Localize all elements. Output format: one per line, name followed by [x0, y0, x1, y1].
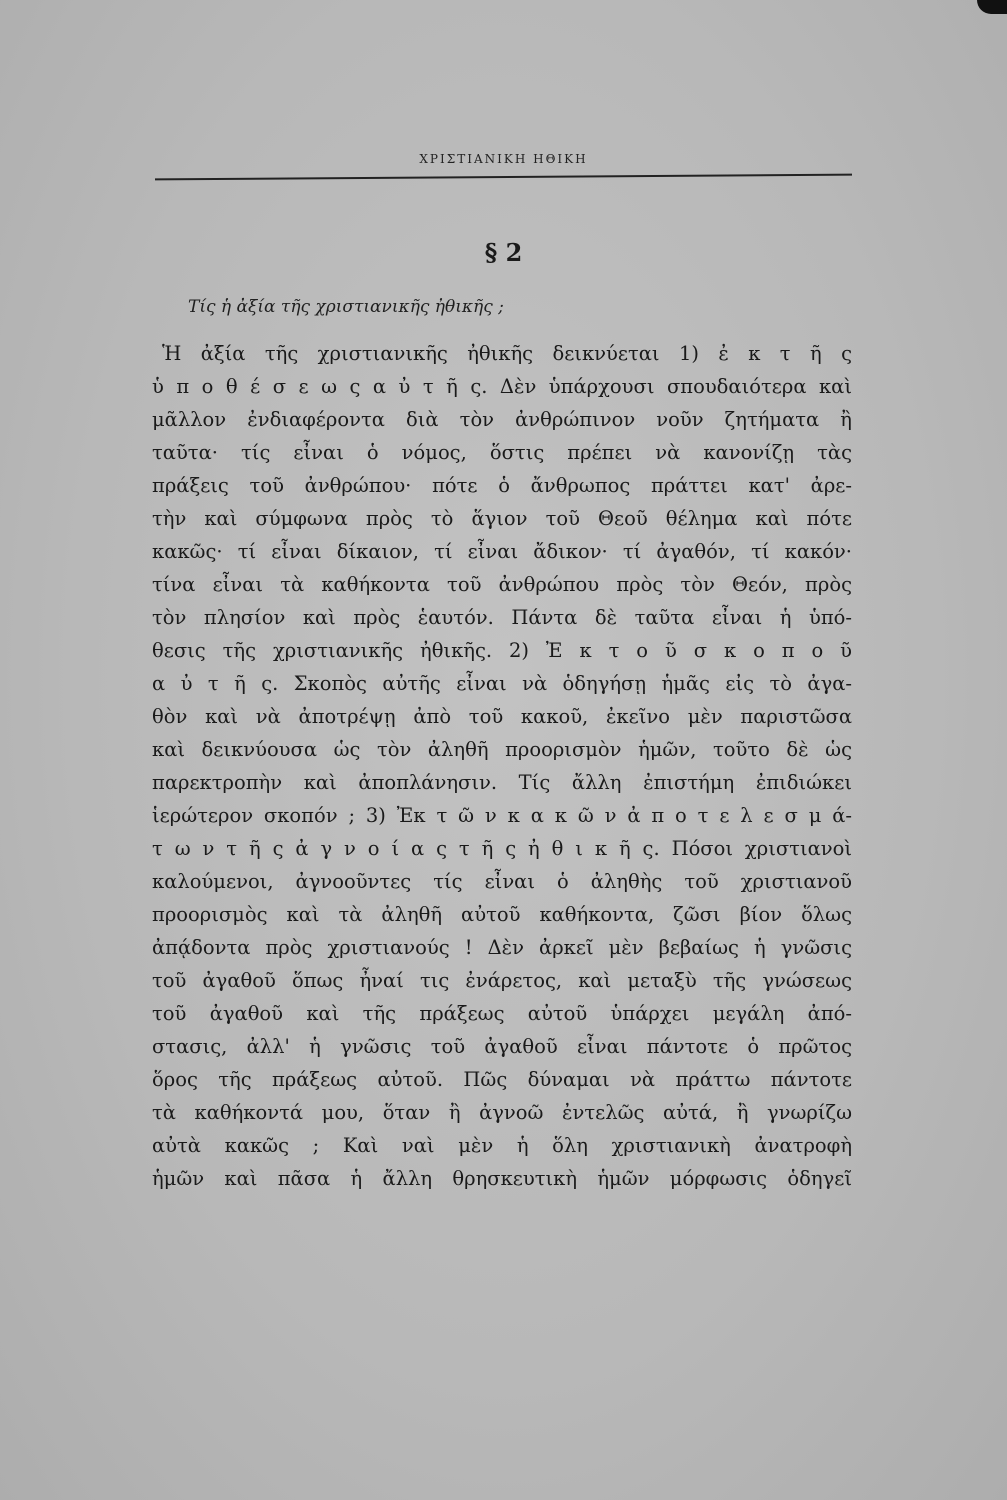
text-line: ὑ π ο θ έ σ ε ω ς α ὐ τ ῆ ς. Δὲν ὑπάρχουσι σπουδαιότερα καὶ	[152, 375, 852, 398]
text-line: ἡμῶν καὶ πᾶσα ἡ ἄλλη θρησκευτικὴ ἡμῶν μόρφωσις ὁδηγεῖ	[152, 1167, 852, 1190]
text-line: καὶ δεικνύουσα ὡς τὸν ἀληθῆ προορισμὸν ἡμῶν, τοῦτο δὲ ὡς	[152, 738, 852, 761]
body-text	[152, 337, 852, 1195]
text-line: κακῶς· τί εἶναι δίκαιον, τί εἶναι ἄδικον· τί ἀγαθόν, τί κακόν·	[152, 540, 852, 563]
corner-ink-mark	[977, 0, 1007, 14]
header-rule	[155, 174, 852, 181]
text-line: τὴν καὶ σύμφωνα πρὸς τὸ ἅγιον τοῦ Θεοῦ θέλημα καὶ πότε	[152, 507, 852, 530]
text-line: μᾶλλον ἐνδιαφέροντα διὰ τὸν ἀνθρώπινον νοῦν ζητήματα ἢ	[152, 408, 852, 431]
text-line: τ ω ν τ ῆ ς ἀ γ ν ο ί α ς τ ῆ ς ἠ θ ι κ ῆ ς. Πόσοι χριστιανοὶ	[152, 837, 852, 860]
text-line: θὸν καὶ νὰ ἀποτρέψῃ ἀπὸ τοῦ κακοῦ, ἐκεῖνο μὲν παριστῶσα	[152, 705, 852, 728]
text-line: στασις, ἀλλ' ἡ γνῶσις τοῦ ἀγαθοῦ εἶναι πάντοτε ὁ πρῶτος	[152, 1035, 852, 1058]
text-line: ταῦτα· τίς εἶναι ὁ νόμος, ὅστις πρέπει νὰ κανονίζῃ τὰς	[152, 441, 852, 464]
text-line: Ἡ ἀξία τῆς χριστιανικῆς ἠθικῆς δεικνύεται 1) ἐ κ τ ῆ ς	[162, 342, 852, 365]
text-line: τίνα εἶναι τὰ καθήκοντα τοῦ ἀνθρώπου πρὸς τὸν Θεόν, πρὸς	[152, 573, 852, 596]
text-line: πράξεις τοῦ ἀνθρώπου· πότε ὁ ἄνθρωπος πράττει κατ' ἀρε-	[152, 474, 852, 497]
text-line: ἀπᾴδοντα πρὸς χριστιανούς ! Δὲν ἀρκεῖ μὲν βεβαίως ἡ γνῶσις	[152, 936, 852, 959]
text-line: τοῦ ἀγαθοῦ καὶ τῆς πράξεως αὐτοῦ ὑπάρχει μεγάλη ἀπό-	[152, 1002, 852, 1025]
text-line: α ὐ τ ῆ ς. Σκοπὸς αὐτῆς εἶναι νὰ ὁδηγήσῃ ἡμᾶς εἰς τὸ ἀγα-	[152, 672, 852, 695]
text-line: προορισμὸς καὶ τὰ ἀληθῆ αὐτοῦ καθήκοντα, ζῶσι βίον ὅλως	[152, 903, 852, 926]
text-line: τοῦ ἀγαθοῦ ὅπως ἦναί τις ἐνάρετος, καὶ μεταξὺ τῆς γνώσεως	[152, 969, 852, 992]
text-line: ἱερώτερον σκοπόν ; 3) Ἐκ τ ῶ ν κ α κ ῶ ν ἀ π ο τ ε λ ε σ μ ά-	[152, 804, 852, 827]
text-line: τὸν πλησίον καὶ πρὸς ἑαυτόν. Πάντα δὲ ταῦτα εἶναι ἡ ὑπό-	[152, 606, 852, 629]
text-line: αὐτὰ κακῶς ; Καὶ ναὶ μὲν ἡ ὅλη χριστιανικὴ ἀνατροφὴ	[152, 1134, 852, 1157]
section-question: Τίς ἡ ἀξία τῆς χριστιανικῆς ἠθικῆς ;	[188, 297, 504, 317]
section-number: § 2	[484, 238, 523, 267]
text-line: ὅρος τῆς πράξεως αὐτοῦ. Πῶς δύναμαι νὰ πράττω πάντοτε	[152, 1068, 852, 1091]
text-line: καλούμενοι, ἀγνοοῦντες τίς εἶναι ὁ ἀληθὴς τοῦ χριστιανοῦ	[152, 870, 852, 893]
text-line: θεσις τῆς χριστιανικῆς ἠθικῆς. 2) Ἐ κ τ ο ῦ σ κ ο π ο ῦ	[152, 639, 852, 662]
text-line: παρεκτροπὴν καὶ ἀποπλάνησιν. Τίς ἄλλη ἐπιστήμη ἐπιδιώκει	[152, 771, 852, 794]
text-line: τὰ καθήκοντά μου, ὅταν ἢ ἀγνοῶ ἐντελῶς αὐτά, ἢ γνωρίζω	[152, 1101, 852, 1124]
running-head: ΧΡΙΣΤΙΑΝΙΚΗ ΗΘΙΚΗ	[419, 152, 588, 166]
